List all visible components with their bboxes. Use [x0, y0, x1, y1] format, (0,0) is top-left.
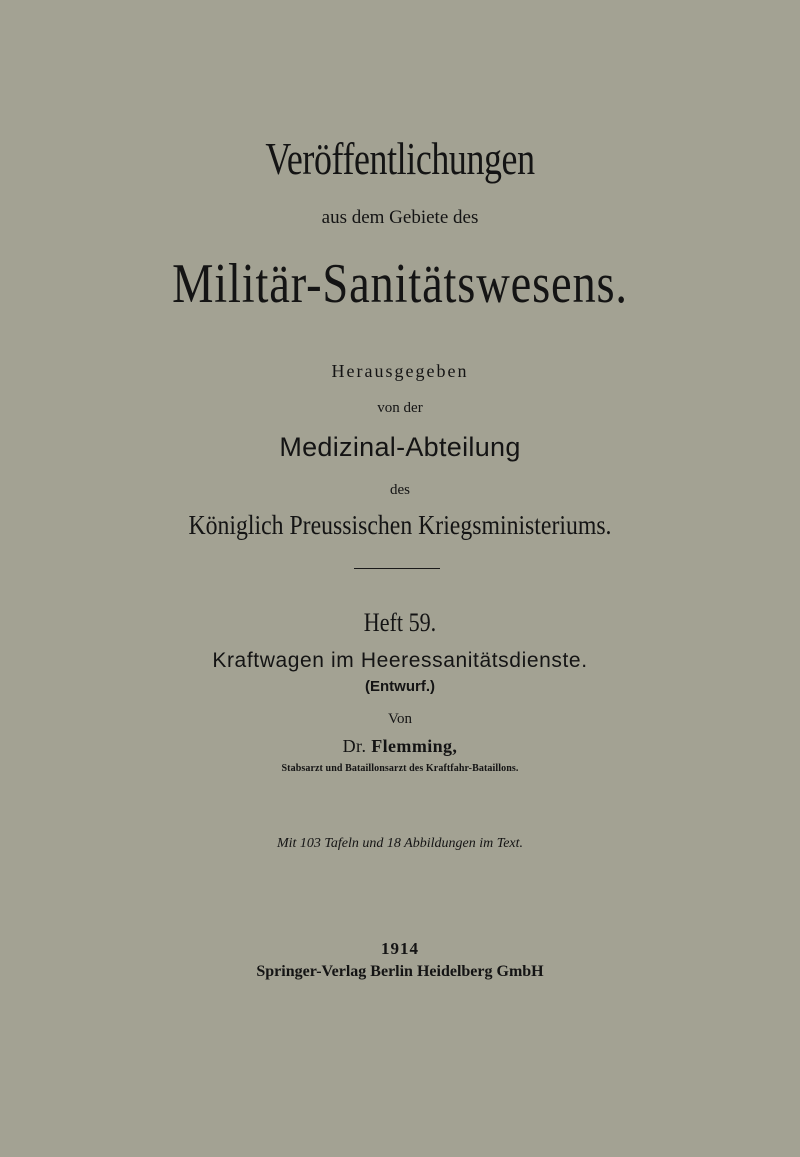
- author: [0, 737, 800, 755]
- department-of: des: [390, 482, 410, 498]
- issue-number: Heft 59.: [363, 608, 437, 637]
- department-name: Medizinal-Abteilung: [279, 432, 521, 462]
- author-name: Flemming,: [371, 736, 458, 756]
- ministry-name: Königlich Preussischen Kriegsministeriums.: [188, 510, 612, 540]
- series-main-title: Militär-Sanitätswesens.: [172, 253, 628, 315]
- author-role: Stabsarzt und Bataillonsarzt des Kraftfahr-Bataillons.: [281, 763, 519, 774]
- publication-year: 1914: [381, 939, 419, 958]
- author-prefix: Dr.: [342, 736, 367, 756]
- editor-by: von der: [377, 400, 423, 416]
- author-by: Von: [388, 711, 412, 727]
- draft-note: (Entwurf.): [365, 678, 435, 695]
- series-title: Veröffentlichungen: [265, 133, 535, 184]
- contents-note: Mit 103 Tafeln und 18 Abbildungen im Text.: [276, 836, 524, 851]
- editor-label: Herausgegeben: [331, 361, 469, 381]
- book-title: Kraftwagen im Heeressanitätsdienste.: [212, 649, 588, 672]
- publisher: Springer-Verlag Berlin Heidelberg GmbH: [256, 963, 544, 980]
- series-subtitle: aus dem Gebiete des: [321, 207, 479, 228]
- separator-rule: [354, 568, 440, 569]
